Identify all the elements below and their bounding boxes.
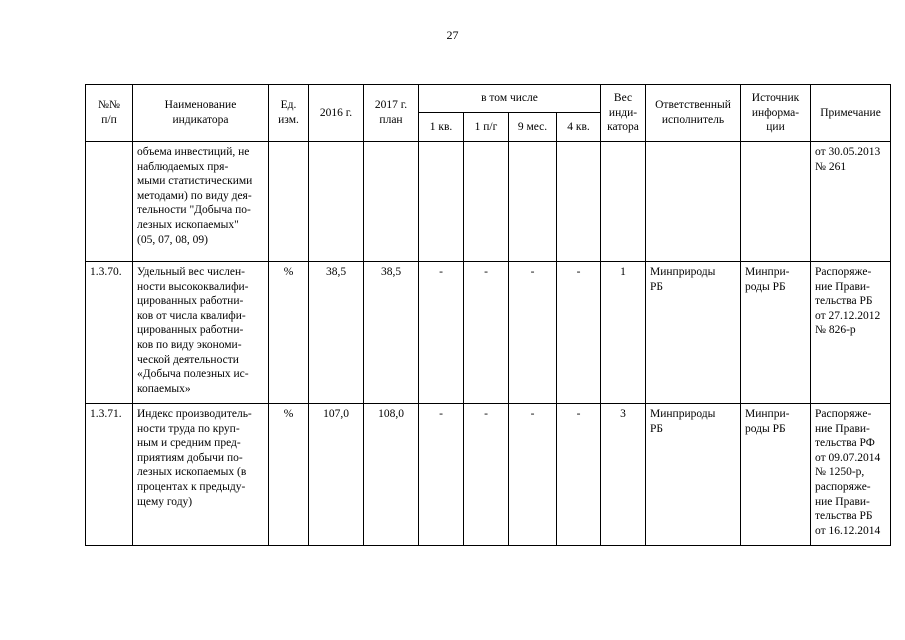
- cell-source: Минпри- роды РБ: [741, 404, 811, 546]
- cell-unit: [269, 142, 309, 262]
- header-row: [86, 85, 891, 113]
- cell-note: Распоряже- ние Прави- тельства РБ от 27.12.2012 № 826-р: [811, 262, 891, 404]
- header-note: Примечание: [811, 85, 891, 142]
- cell-2016: 38,5: [309, 262, 364, 404]
- header-weight: Вес инди- катора: [601, 85, 646, 142]
- cell-h1: -: [464, 262, 509, 404]
- cell-h1: -: [464, 404, 509, 546]
- header-q1: 1 кв.: [419, 113, 464, 142]
- cell-name: Удельный вес числен- ности высококвалифи- цированных работни- ков от числа квалифи- цированных работни- ков по виду экономи- ческой деятельности «Добыча полезных ис- копаемых»: [133, 262, 269, 404]
- cell-note: от 30.05.2013 № 261: [811, 142, 891, 262]
- cell-responsible: Минприроды РБ: [646, 262, 741, 404]
- cell-weight: [601, 142, 646, 262]
- cell-weight: 3: [601, 404, 646, 546]
- cell-9m: -: [509, 262, 557, 404]
- cell-source: [741, 142, 811, 262]
- cell-9m: -: [509, 404, 557, 546]
- table-row: [86, 404, 891, 546]
- cell-q4: -: [557, 404, 601, 546]
- header-unit: Ед. изм.: [269, 85, 309, 142]
- cell-2016: [309, 142, 364, 262]
- cell-q4: -: [557, 262, 601, 404]
- cell-name: объема инвестиций, не наблюдаемых пря- мыми статистическими методами) по виду дея- тельности "Добыча по- лезных ископаемых" (05, 07, 08, 09): [133, 142, 269, 262]
- header-num: №№ п/п: [86, 85, 133, 142]
- cell-2017: 38,5: [364, 262, 419, 404]
- cell-q1: [419, 142, 464, 262]
- cell-unit: %: [269, 404, 309, 546]
- cell-num: [86, 142, 133, 262]
- cell-note: Распоряже- ние Прави- тельства РФ от 09.07.2014 № 1250-р, распоряже- ние Прави- тельства РБ от 16.12.2014: [811, 404, 891, 546]
- cell-num: 1.3.71.: [86, 404, 133, 546]
- cell-weight: 1: [601, 262, 646, 404]
- cell-2017: [364, 142, 419, 262]
- header-9m: 9 мес.: [509, 113, 557, 142]
- header-name: Наименование индикатора: [133, 85, 269, 142]
- header-source: Источник информа- ции: [741, 85, 811, 142]
- table-row: [86, 262, 891, 404]
- cell-2016: 107,0: [309, 404, 364, 546]
- cell-num: 1.3.70.: [86, 262, 133, 404]
- header-including: в том числе: [419, 85, 601, 113]
- cell-9m: [509, 142, 557, 262]
- header-h1: 1 п/г: [464, 113, 509, 142]
- cell-responsible: Минприроды РБ: [646, 404, 741, 546]
- header-2017: 2017 г. план: [364, 85, 419, 142]
- header-responsible: Ответственный исполнитель: [646, 85, 741, 142]
- cell-2017: 108,0: [364, 404, 419, 546]
- cell-unit: %: [269, 262, 309, 404]
- indicators-table: [85, 84, 891, 546]
- header-q4: 4 кв.: [557, 113, 601, 142]
- cell-name: Индекс производитель- ности труда по круп- ным и средним пред- приятиям добычи по- лезных ископаемых (в процентах к предыду- щему году): [133, 404, 269, 546]
- cell-q4: [557, 142, 601, 262]
- cell-source: Минпри- роды РБ: [741, 262, 811, 404]
- cell-responsible: [646, 142, 741, 262]
- header-2016: 2016 г.: [309, 85, 364, 142]
- cell-q1: -: [419, 262, 464, 404]
- page-number: 27: [446, 28, 459, 42]
- cell-h1: [464, 142, 509, 262]
- cell-q1: -: [419, 404, 464, 546]
- table-row: [86, 142, 891, 262]
